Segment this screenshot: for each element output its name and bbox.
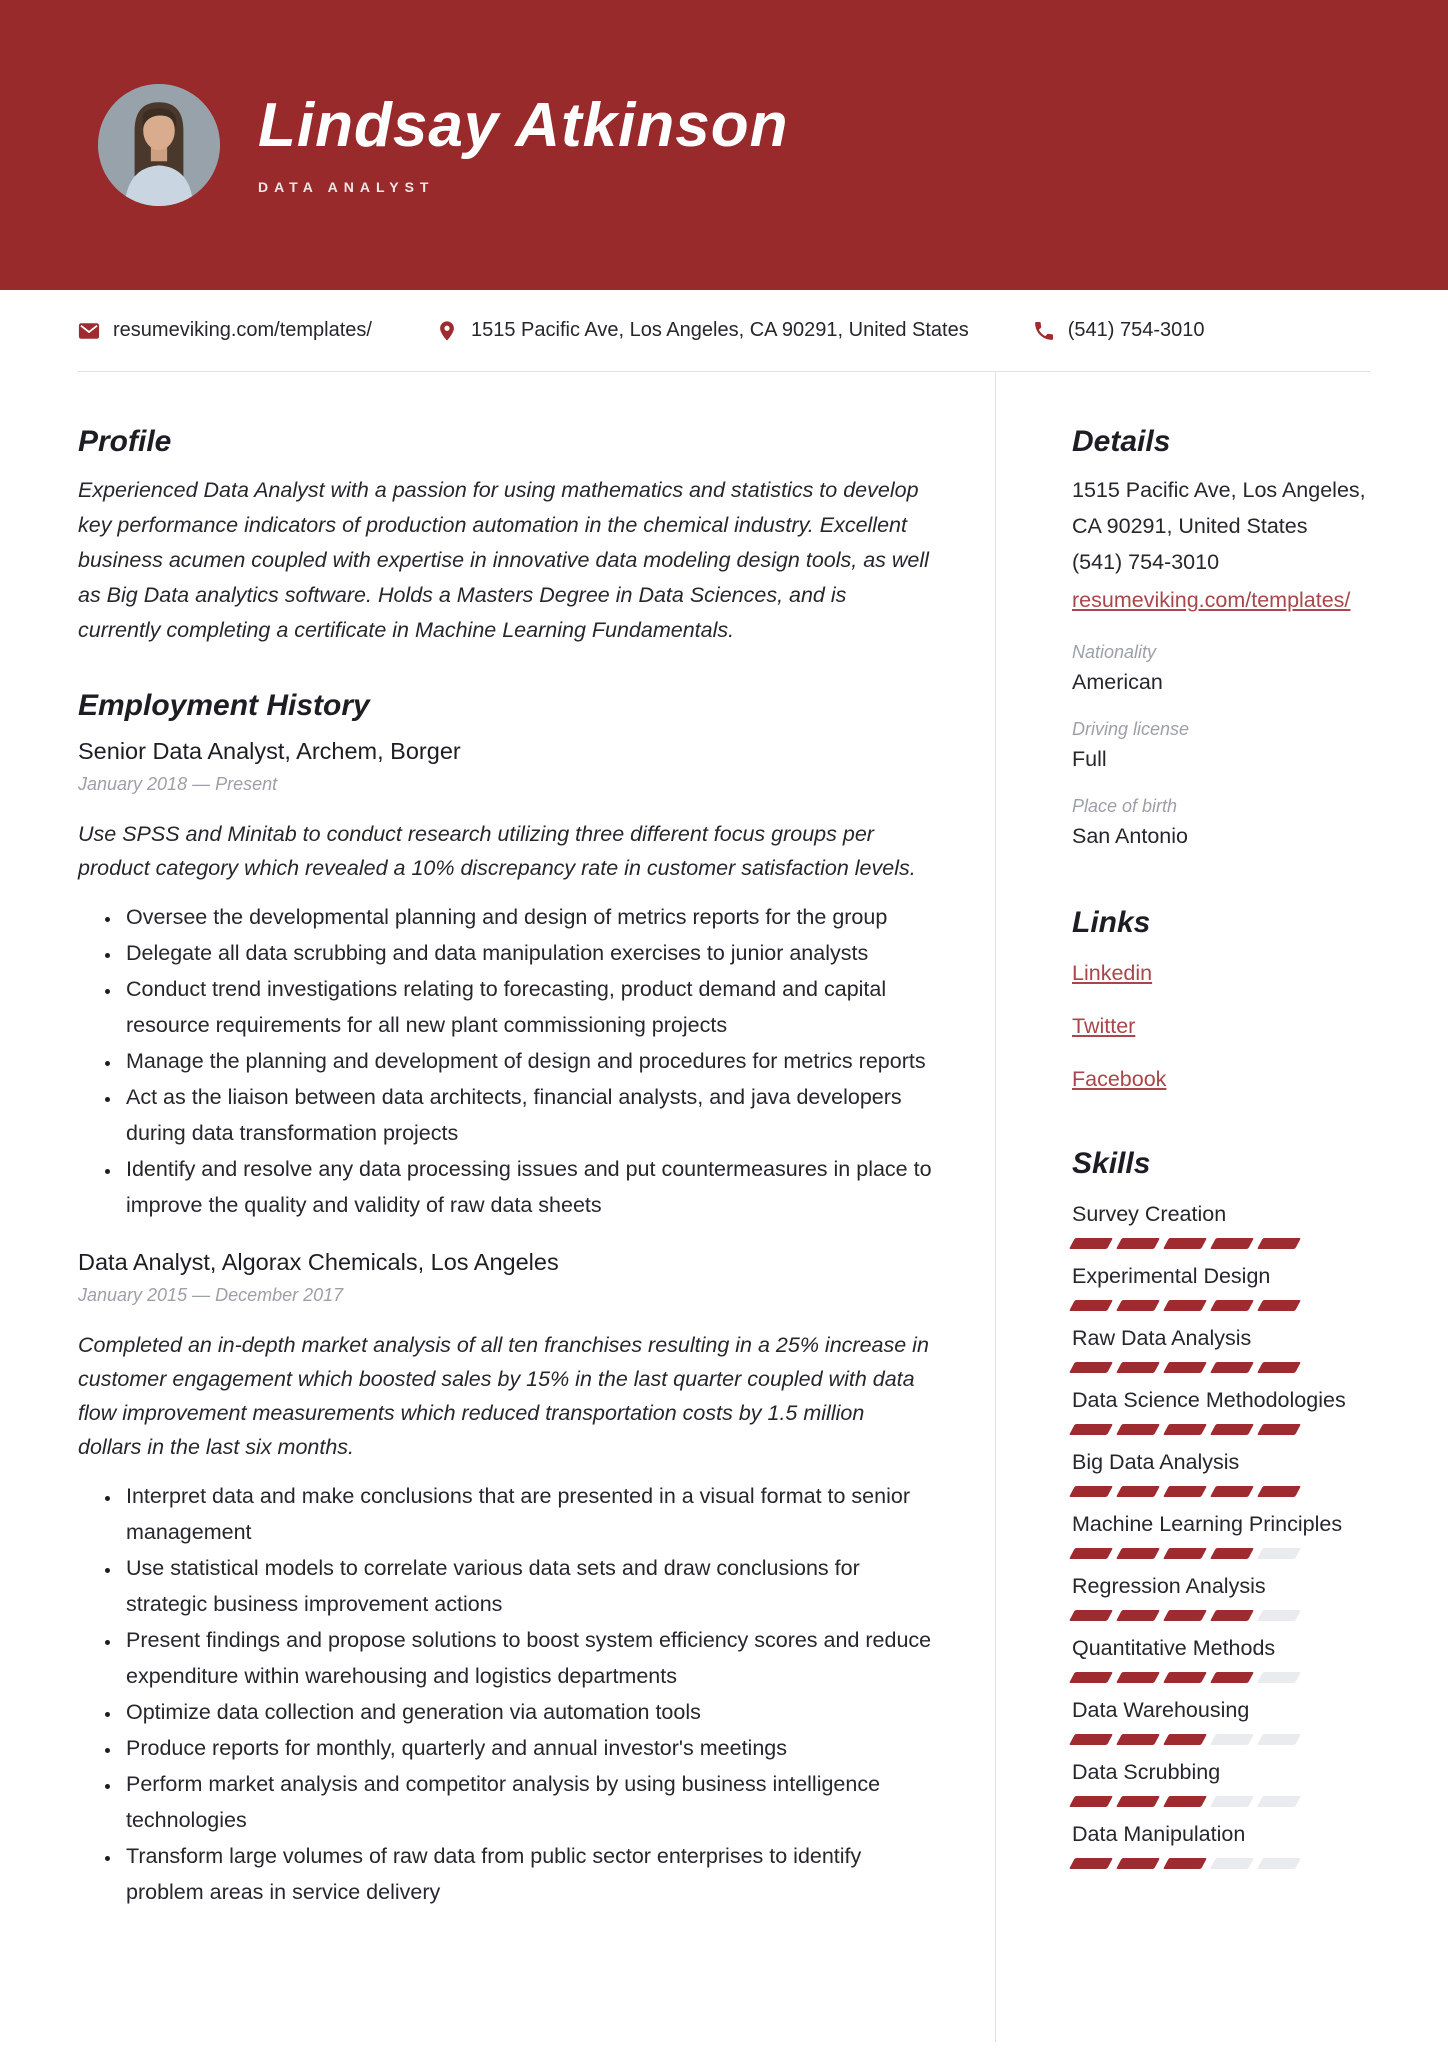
skill-segment-filled <box>1163 1734 1207 1745</box>
skill-name: Survey Creation <box>1072 1202 1227 1226</box>
skill-item <box>1072 1202 1369 1249</box>
skill-segment-filled <box>1210 1548 1254 1559</box>
link-twitter[interactable]: Twitter <box>1072 1014 1136 1038</box>
contact-website[interactable] <box>78 319 372 342</box>
job-bullet: • Identify and resolve any data processing issues and put countermeasures in place to improve the quality and validity of raw data sheets <box>122 1151 932 1223</box>
contact-bar <box>78 290 1370 372</box>
skill-name: Raw Data Analysis <box>1072 1326 1252 1350</box>
skill-segment-filled <box>1116 1672 1160 1683</box>
skill-segment-filled <box>1116 1238 1160 1249</box>
skill-segment-filled <box>1210 1300 1254 1311</box>
skill-segment-filled <box>1069 1548 1113 1559</box>
job-bullet: • Delegate all data scrubbing and data manipulation exercises to junior analysts <box>122 935 932 971</box>
main-column <box>78 372 996 2042</box>
skill-item <box>1072 1760 1369 1807</box>
skill-segment-empty <box>1257 1734 1301 1745</box>
skill-item <box>1072 1264 1369 1311</box>
skill-segment-filled <box>1163 1362 1207 1373</box>
job-bullet: • Interpret data and make conclusions that are presented in a visual format to senior management <box>122 1478 932 1550</box>
skill-item <box>1072 1822 1369 1869</box>
skill-segment-filled <box>1163 1238 1207 1249</box>
skill-level-bar <box>1072 1858 1369 1869</box>
contact-phone[interactable] <box>1033 319 1205 342</box>
skill-name: Data Science Methodologies <box>1072 1388 1346 1412</box>
skill-level-bar <box>1072 1238 1369 1249</box>
skill-item <box>1072 1512 1369 1559</box>
skill-level-bar <box>1072 1424 1369 1435</box>
skill-segment-filled <box>1257 1238 1301 1249</box>
skill-segment-empty <box>1257 1672 1301 1683</box>
contact-address[interactable] <box>436 319 969 342</box>
header <box>0 0 1448 290</box>
skill-segment-filled <box>1163 1610 1207 1621</box>
skill-level-bar <box>1072 1796 1369 1807</box>
skill-segment-filled <box>1069 1486 1113 1497</box>
skill-segment-filled <box>1210 1424 1254 1435</box>
skill-level-bar <box>1072 1486 1369 1497</box>
contact-phone-text: (541) 754-3010 <box>1067 319 1205 341</box>
skill-segment-filled <box>1163 1300 1207 1311</box>
links-section <box>1072 905 1369 1092</box>
skill-segment-filled <box>1069 1672 1113 1683</box>
skill-name: Data Manipulation <box>1072 1822 1246 1846</box>
location-pin-icon <box>436 320 458 342</box>
skill-segment-empty <box>1257 1796 1301 1807</box>
skill-segment-filled <box>1069 1734 1113 1745</box>
header-text <box>258 91 789 195</box>
skill-name: Big Data Analysis <box>1072 1450 1240 1474</box>
contact-website-text: resumeviking.com/templates/ <box>113 319 372 341</box>
skill-level-bar <box>1072 1672 1369 1683</box>
detail-field-label: Place of birth <box>1072 796 1178 816</box>
details-heading: Details <box>1072 425 1171 458</box>
skill-segment-filled <box>1116 1424 1160 1435</box>
details-phone: (541) 754-3010 <box>1072 550 1220 574</box>
detail-field-value: American <box>1072 670 1163 694</box>
job-list <box>78 738 932 1910</box>
skill-segment-empty <box>1210 1796 1254 1807</box>
skill-segment-filled <box>1163 1858 1207 1869</box>
skill-segment-filled <box>1069 1238 1113 1249</box>
skill-segment-filled <box>1069 1858 1113 1869</box>
skill-segment-empty <box>1210 1858 1254 1869</box>
job-bullet: • Use statistical models to correlate various data sets and draw conclusions for strategic business improvement actions <box>122 1550 932 1622</box>
skill-segment-filled <box>1257 1300 1301 1311</box>
skill-segment-filled <box>1163 1424 1207 1435</box>
job-title: Senior Data Analyst, Archem, Borger <box>78 738 461 764</box>
skill-segment-filled <box>1116 1858 1160 1869</box>
skill-segment-empty <box>1210 1734 1254 1745</box>
skill-level-bar <box>1072 1734 1369 1745</box>
skill-segment-filled <box>1069 1610 1113 1621</box>
job-entry <box>78 738 932 1223</box>
skill-segment-filled <box>1163 1796 1207 1807</box>
job-bullet: • Optimize data collection and generation via automation tools <box>122 1694 932 1730</box>
skill-level-bar <box>1072 1362 1369 1373</box>
profile-heading: Profile <box>78 425 172 458</box>
employment-section <box>78 688 932 1910</box>
job-bullet: • Perform market analysis and competitor analysis by using business intelligence technologies <box>122 1766 932 1838</box>
skill-segment-filled <box>1116 1796 1160 1807</box>
details-address: 1515 Pacific Ave, Los Angeles, CA 90291, United States <box>1072 478 1366 538</box>
details-website-link[interactable]: resumeviking.com/templates/ <box>1072 588 1351 612</box>
skill-item <box>1072 1698 1369 1745</box>
skill-segment-filled <box>1210 1362 1254 1373</box>
skill-segment-filled <box>1210 1486 1254 1497</box>
skill-segment-filled <box>1257 1424 1301 1435</box>
job-bullet: • Act as the liaison between data architects, financial analysts, and java developers during data transformation projects <box>122 1079 932 1151</box>
skill-segment-filled <box>1116 1610 1160 1621</box>
skill-name: Experimental Design <box>1072 1264 1271 1288</box>
skill-segment-filled <box>1210 1238 1254 1249</box>
link-linkedin[interactable]: Linkedin <box>1072 961 1153 985</box>
profile-section <box>78 424 932 648</box>
sidebar-column <box>996 372 1369 2042</box>
skill-segment-empty <box>1257 1610 1301 1621</box>
skill-segment-filled <box>1163 1486 1207 1497</box>
phone-icon <box>1033 320 1055 342</box>
job-bullet: • Oversee the developmental planning and design of metrics reports for the group <box>122 899 932 935</box>
job-bullet: • Transform large volumes of raw data from public sector enterprises to identify problem areas in service delivery <box>122 1838 932 1910</box>
skill-segment-filled <box>1116 1548 1160 1559</box>
skill-name: Regression Analysis <box>1072 1574 1266 1598</box>
job-bullets <box>78 899 932 1223</box>
detail-field-label: Nationality <box>1072 642 1157 662</box>
skill-item <box>1072 1388 1369 1435</box>
skill-name: Machine Learning Principles <box>1072 1512 1343 1536</box>
skill-level-bar <box>1072 1300 1369 1311</box>
job-bullet: • Produce reports for monthly, quarterly and annual investor's meetings <box>122 1730 932 1766</box>
skill-segment-filled <box>1210 1610 1254 1621</box>
skill-segment-filled <box>1069 1796 1113 1807</box>
skill-segment-filled <box>1163 1548 1207 1559</box>
skill-segment-empty <box>1257 1858 1301 1869</box>
job-dates: January 2018 — Present <box>78 774 278 794</box>
skill-item <box>1072 1574 1369 1621</box>
job-bullet: • Conduct trend investigations relating to forecasting, product demand and capital resource requirements for all new plant commissioning projects <box>122 971 932 1043</box>
links-heading: Links <box>1072 906 1151 939</box>
skill-item <box>1072 1450 1369 1497</box>
skill-level-bar <box>1072 1610 1369 1621</box>
person-name: Lindsay Atkinson <box>258 91 789 160</box>
detail-field-value: San Antonio <box>1072 824 1188 848</box>
skill-segment-filled <box>1116 1300 1160 1311</box>
job-summary: Completed an in-depth market analysis of all ten franchises resulting in a 25% increase in customer engagement which boosted sales by 15% in the last quarter coupled with data flow improvement measurements which reduced transportation costs by 1.5 million dollars in the last six months. <box>78 1333 929 1459</box>
profile-text: Experienced Data Analyst with a passion for using mathematics and statistics to develop key performance indicators of production automation in the chemical industry. Excellent business acumen coupled with expertise in innovative data modeling design tools, as well as Big Data analytics software. Holds a Masters Degree in Data Sciences, and is currently completing a certificate in Machine Learning Fundamentals. <box>78 478 929 642</box>
job-bullets <box>78 1478 932 1910</box>
skills-heading: Skills <box>1072 1147 1151 1180</box>
details-fields <box>1072 642 1369 849</box>
person-photo-icon <box>98 84 220 206</box>
skill-level-bar <box>1072 1548 1369 1559</box>
skill-segment-filled <box>1257 1362 1301 1373</box>
skill-name: Data Warehousing <box>1072 1698 1250 1722</box>
link-facebook[interactable]: Facebook <box>1072 1067 1167 1091</box>
skill-segment-empty <box>1257 1548 1301 1559</box>
skills-section <box>1072 1146 1369 1869</box>
links-list <box>1072 961 1369 1092</box>
skill-item <box>1072 1636 1369 1683</box>
job-entry <box>78 1249 932 1910</box>
job-summary: Use SPSS and Minitab to conduct research utilizing three different focus groups per product category which revealed a 10% discrepancy rate in customer satisfaction levels. <box>78 822 916 880</box>
employment-heading: Employment History <box>78 689 370 722</box>
envelope-icon <box>78 320 100 342</box>
skill-segment-filled <box>1069 1362 1113 1373</box>
skill-segment-filled <box>1163 1672 1207 1683</box>
skill-segment-filled <box>1069 1424 1113 1435</box>
skill-name: Quantitative Methods <box>1072 1636 1276 1660</box>
skill-segment-filled <box>1116 1362 1160 1373</box>
job-title: Data Analyst, Algorax Chemicals, Los Angeles <box>78 1249 559 1275</box>
job-dates: January 2015 — December 2017 <box>78 1285 344 1305</box>
job-bullet: • Present findings and propose solutions to boost system efficiency scores and reduce expenditure within warehousing and logistics departments <box>122 1622 932 1694</box>
avatar <box>98 84 220 206</box>
detail-field-label: Driving license <box>1072 719 1190 739</box>
job-bullet: • Manage the planning and development of design and procedures for metrics reports <box>122 1043 932 1079</box>
content <box>78 372 1370 2042</box>
skill-segment-filled <box>1257 1486 1301 1497</box>
skill-segment-filled <box>1069 1300 1113 1311</box>
skill-item <box>1072 1326 1369 1373</box>
skills-list <box>1072 1202 1369 1869</box>
skill-segment-filled <box>1210 1672 1254 1683</box>
skill-name: Data Scrubbing <box>1072 1760 1221 1784</box>
details-section <box>1072 424 1369 849</box>
detail-field-value: Full <box>1072 747 1107 771</box>
person-job-title: DATA ANALYST <box>258 179 435 195</box>
skill-segment-filled <box>1116 1734 1160 1745</box>
skill-segment-filled <box>1116 1486 1160 1497</box>
contact-address-text: 1515 Pacific Ave, Los Angeles, CA 90291, United States <box>470 319 969 341</box>
